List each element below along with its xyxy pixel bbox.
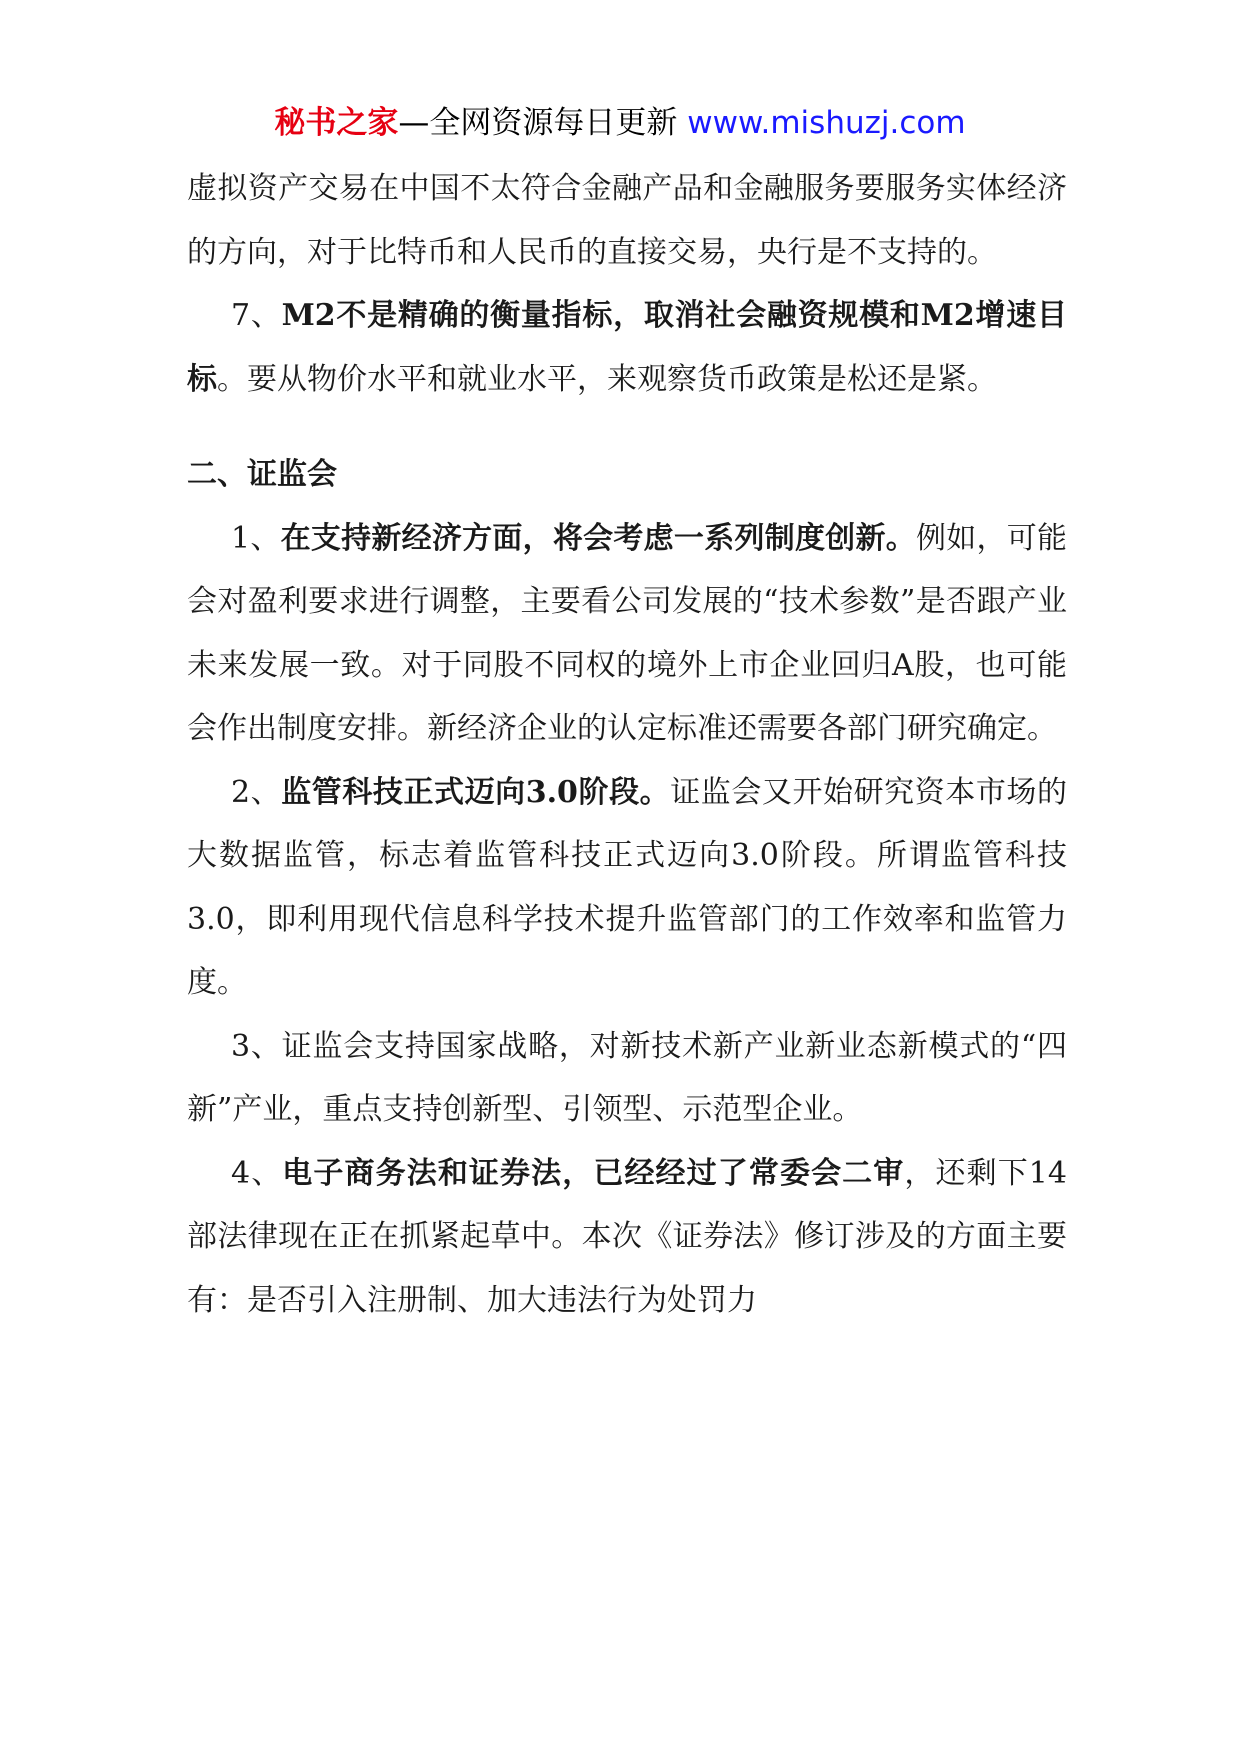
spacer [187,411,1067,443]
document-body [187,157,1067,1332]
item-text: ，还剩下14部法律现在正在抓紧起草中。本次《证券法》修订涉及的方面主要有：是否引入注册制、加大违法行为处罚力 [187,1155,1067,1318]
item-number: 2、 [231,774,282,810]
item-number: 1、 [231,520,281,556]
item-bold-lead: 在支持新经济方面，将会考虑一系列制度创新。 [280,520,916,556]
paragraph-item-4 [187,1142,1067,1333]
paragraph-item-1 [187,507,1067,761]
item-text: 证监会又开始研究资本市场的大数据监管，标志着监管科技正式迈向3.0阶段。所谓监管科技3.0，即利用现代信息科学技术提升监管部门的工作效率和监管力度。 [187,774,1067,1000]
item-number: 7、 [231,298,282,333]
item-bold-lead: 电子商务法和证券法，已经经过了常委会二审 [282,1155,905,1191]
paragraph-item-7 [187,284,1067,411]
item-number: 4、 [231,1155,283,1191]
paragraph-item-2 [187,761,1067,1015]
header-tagline: —全网资源每日更新 [398,105,678,141]
header-brand: 秘书之家 [274,105,399,141]
item-bold-lead: M2不是精确的衡量指标，取消社会融资规模和M2增速目标 [187,298,1067,397]
section-heading: 二、证监会 [187,457,337,492]
site-header [0,98,1240,148]
item-text: 。要从物价水平和就业水平，来观察货币政策是松还是紧。 [217,361,997,397]
header-url-link[interactable]: www.mishuzj.com [687,105,966,141]
item-text: 例如，可能会对盈利要求进行调整，主要看公司发展的“技术参数”是否跟产业未来发展一致。对于同股不同权的境外上市企业回归A股，也可能会作出制度安排。新经济企业的认定标准还需要各部门研究确定。 [187,520,1068,746]
paragraph-continuation: 虚拟资产交易在中国不太符合金融产品和金融服务要服务实体经济的方向，对于比特币和人民币的直接交易，央行是不支持的。 [187,171,1067,270]
item-bold-lead: 监管科技正式迈向3.0阶段。 [281,774,671,810]
paragraph-item-3: 3、证监会支持国家战略，对新技术新产业新业态新模式的“四新”产业，重点支持创新型、引领型、示范型企业。 [187,1028,1067,1127]
